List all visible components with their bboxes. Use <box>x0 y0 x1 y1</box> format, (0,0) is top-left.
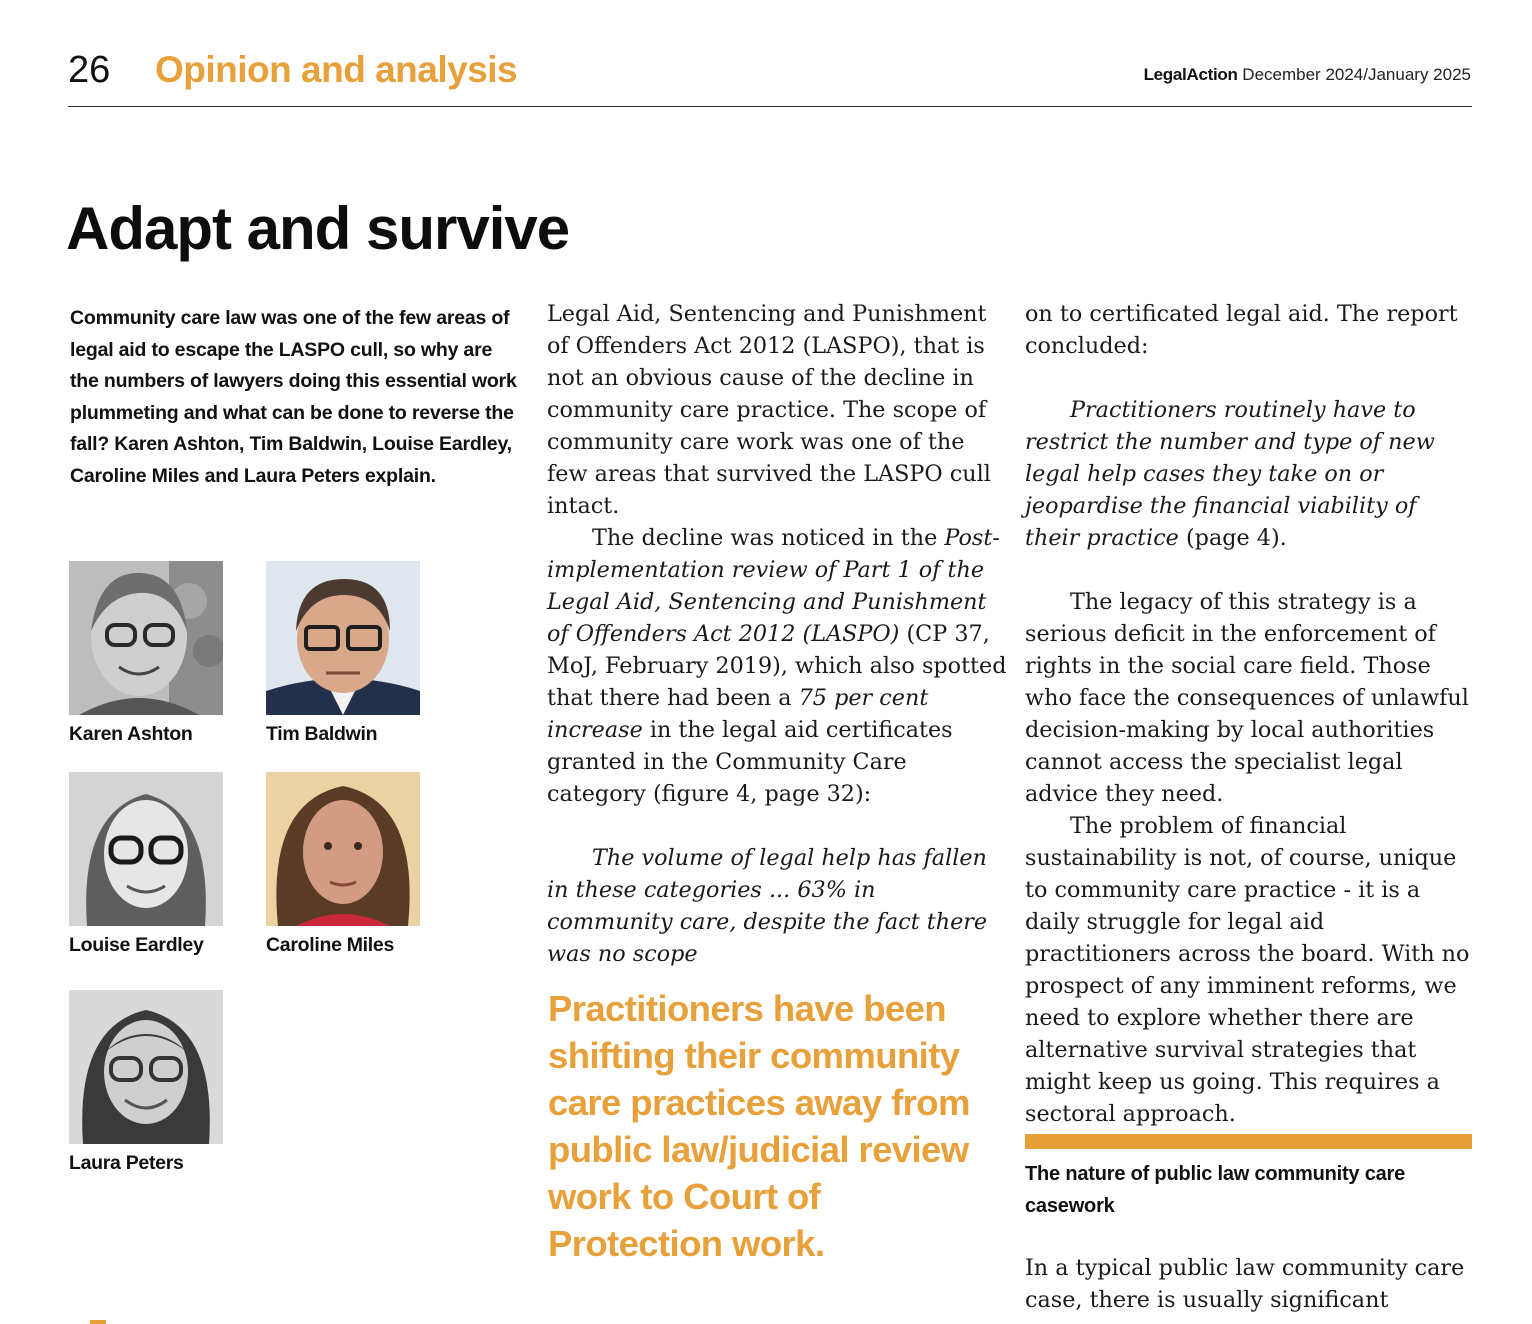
issue-date: December 2024/January 2025 <box>1242 65 1471 84</box>
author-tim-baldwin <box>266 561 426 745</box>
body-column-3-continued <box>1025 1252 1475 1316</box>
body-paragraph: Legal Aid, Sentencing and Punishment of Offenders Act 2012 (LASPO), that is not an obvious cause of the decline in community care practice. The scope of community care work was one of the few areas that survived the LASPO cull intact. <box>547 301 991 519</box>
body-paragraph: on to certificated legal aid. The report concluded: <box>1025 301 1458 359</box>
header-rule <box>68 106 1472 107</box>
body-paragraph: In a typical public law community care case, there is usually significant <box>1025 1255 1465 1313</box>
body-column-3 <box>1025 298 1475 1130</box>
publication-brand: LegalAction <box>1143 65 1238 84</box>
article-headline: Adapt and survive <box>66 195 570 262</box>
author-photo <box>69 772 223 926</box>
emphasis: 75 per cent increase <box>547 685 929 743</box>
author-name: Louise Eardley <box>69 934 204 956</box>
author-name: Karen Ashton <box>69 723 193 745</box>
author-name: Tim Baldwin <box>266 723 378 745</box>
pull-quote: Practitioners have been shifting their community care practices away from public law/judicial review work to Court of Protection work. <box>548 988 970 1264</box>
author-karen-ashton <box>69 561 229 745</box>
report-title: Post-implementation review of Part 1 of the Legal Aid, Sentencing and Punishment of Offenders Act 2012 (LASPO) <box>547 525 1000 647</box>
section-subheading: The nature of public law community care casework <box>1025 1163 1406 1217</box>
author-caroline-miles <box>266 772 426 956</box>
author-name: Laura Peters <box>69 1152 184 1174</box>
standfirst: Community care law was one of the few areas of legal aid to escape the LASPO cull, so why are the numbers of lawyers doing this essential work plummeting and what can be done to reverse the fall? Karen Ashton, Tim Baldwin, Louise Eardley, Caroline Miles and Laura Peters explain. <box>70 307 517 487</box>
text-run: (CP 37, MoJ, February 2019), which also spotted that there had been a <box>547 621 1007 711</box>
page-number: 26 <box>68 49 111 91</box>
text-run: The decline was noticed in the <box>592 525 945 551</box>
body-paragraph: The legacy of this strategy is a serious deficit in the enforcement of rights in the social care field. Those who face the consequences of unlawful decision-making by local authorities cannot access the specialist legal advice they need. <box>1025 589 1469 807</box>
text-run: in the legal aid certificates granted in the Community Care category (figure 4, page 32): <box>547 717 953 807</box>
bottom-accent-mark <box>90 1320 106 1324</box>
block-quote <box>1025 394 1475 554</box>
author-photo <box>266 772 420 926</box>
quote-text: The volume of legal help has fallen in these categories ... 63% in community care, despite the fact there was no scope <box>547 845 988 967</box>
author-laura-peters <box>69 990 229 1174</box>
section-title: Opinion and analysis <box>155 49 518 90</box>
text-run: (page 4). <box>1178 525 1287 551</box>
author-photo <box>69 990 223 1144</box>
masthead <box>1144 64 1471 86</box>
author-photo <box>69 561 223 715</box>
body-paragraph <box>547 522 1007 810</box>
section-divider-bar <box>1025 1134 1472 1149</box>
author-name: Caroline Miles <box>266 934 395 956</box>
body-column-2 <box>547 298 1007 970</box>
body-paragraph: The problem of financial sustainability is not, of course, unique to community care practice - it is a daily struggle for legal aid practitioners across the board. With no prospect of any imminent reforms, we need to explore whether there are alternative survival strategies that might keep us going. This requires a sectoral approach. <box>1025 813 1470 1127</box>
block-quote <box>547 842 1007 970</box>
author-photo <box>266 561 420 715</box>
author-louise-eardley <box>69 772 229 956</box>
quote-text: Practitioners routinely have to restrict the number and type of new legal help cases they take on or jeopardise the financial viability of their practice <box>1025 397 1435 551</box>
